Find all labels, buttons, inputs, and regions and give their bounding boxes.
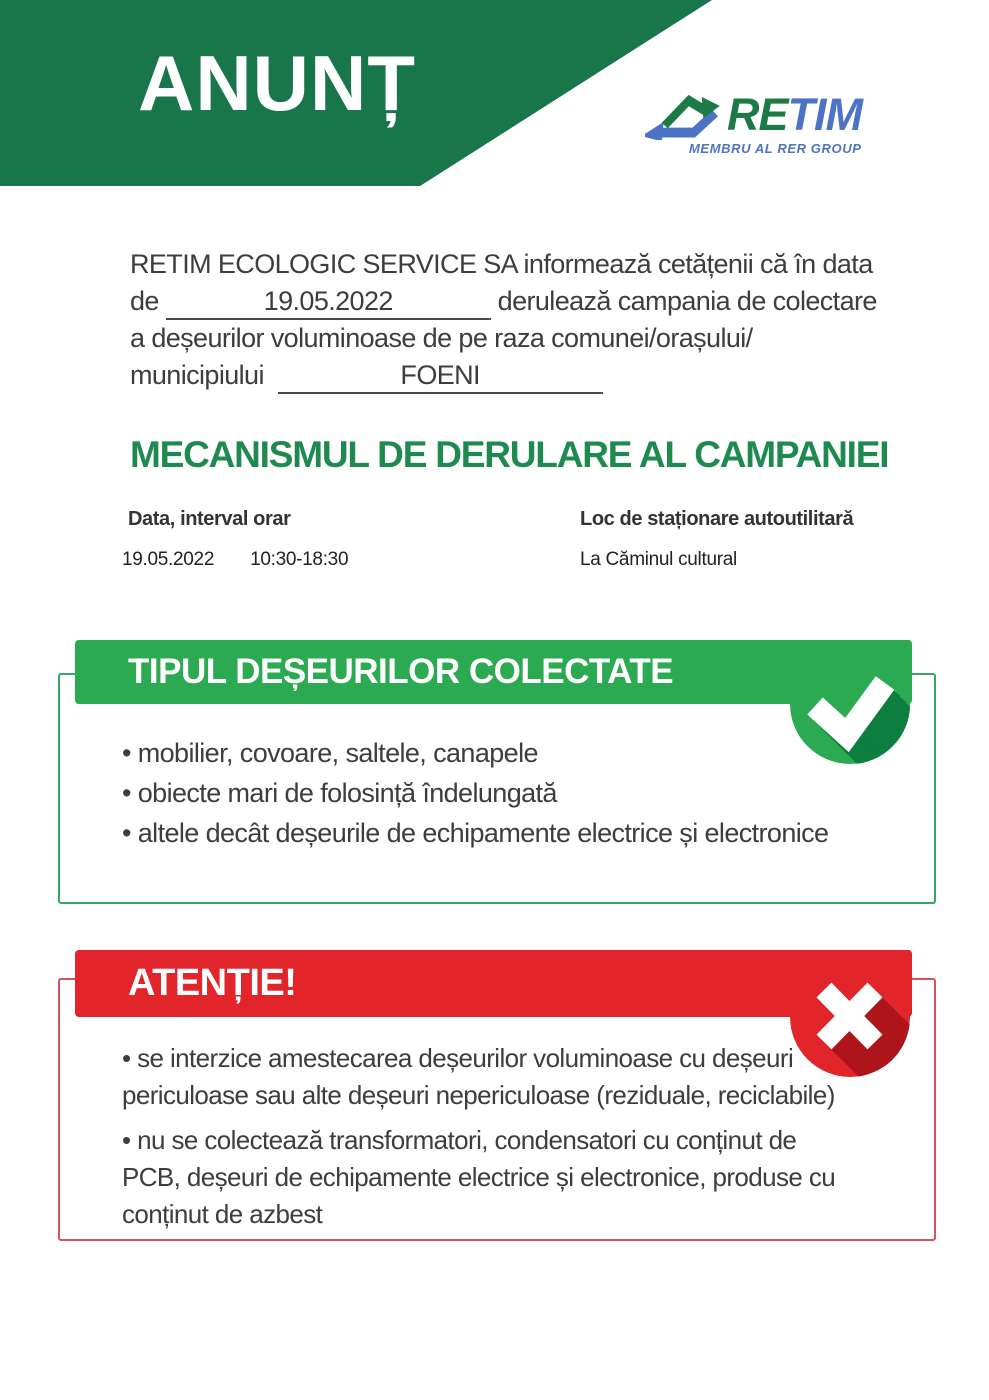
attention-item2-line2: PCB, deșeuri de echipamente electrice și electronice, produse cu <box>122 1162 836 1192</box>
locality-fill-in: FOENI <box>278 358 603 394</box>
intro-line-2 <box>130 283 930 320</box>
mechanism-heading: MECANISMUL DE DERULARE AL CAMPANIEI <box>130 434 889 475</box>
campaign-location: La Căminul cultural <box>580 549 737 570</box>
date-fill-in: 19.05.2022 <box>166 284 491 320</box>
attention-item1-line1: • se interzice amestecarea deșeurilor voluminoase cu deșeuri <box>122 1043 794 1073</box>
page-title: ANUNȚ <box>138 39 416 127</box>
intro-line2-pre: de <box>130 286 159 316</box>
campaign-date: 19.05.2022 <box>122 549 215 570</box>
date-interval-values <box>122 549 348 571</box>
retim-logo <box>645 86 895 156</box>
collected-item-2: • obiecte mari de folosință îndelungată <box>122 778 557 808</box>
campaign-interval: 10:30-18:30 <box>250 549 349 570</box>
intro-paragraph <box>130 246 930 394</box>
collected-section-header: TIPUL DEȘEURILOR COLECTATE <box>75 640 912 704</box>
intro-line4-pre: municipiului <box>130 360 264 390</box>
attention-item2-line3: conținut de azbest <box>122 1199 323 1229</box>
intro-line-1: RETIM ECOLOGIC SERVICE SA informează cetățenii că în data <box>130 249 873 279</box>
attention-section-header: ATENȚIE! <box>75 950 912 1017</box>
logo-text-tim: TIM <box>787 89 862 140</box>
logo-tagline: MEMBRU AL RER GROUP <box>689 141 862 156</box>
recycle-arrows-icon <box>645 86 725 140</box>
column-header-date-interval: Data, interval orar <box>128 508 291 530</box>
retim-logo-row <box>645 86 895 140</box>
intro-line-3: a deșeurilor voluminoase de pe raza comunei/orașului/ <box>130 323 753 353</box>
logo-text-re: RE <box>727 89 788 140</box>
attention-item1-line2: periculoase sau alte deșeuri nepericuloase (reziduale, reciclabile) <box>122 1080 835 1110</box>
collected-item-1: • mobilier, covoare, saltele, canapele <box>122 738 538 768</box>
intro-line-4 <box>130 357 930 394</box>
collected-items-list <box>122 738 862 858</box>
intro-line2-post: derulează campania de colectare <box>497 286 877 316</box>
attention-items-list <box>122 1040 862 1233</box>
column-header-location: Loc de staționare autoutilitară <box>580 508 854 530</box>
attention-item2-line1: • nu se colectează transformatori, condensatori cu conținut de <box>122 1125 797 1155</box>
collected-item-3: • altele decât deșeurile de echipamente electrice și electronice <box>122 818 829 848</box>
logo-wordmark <box>727 90 862 140</box>
